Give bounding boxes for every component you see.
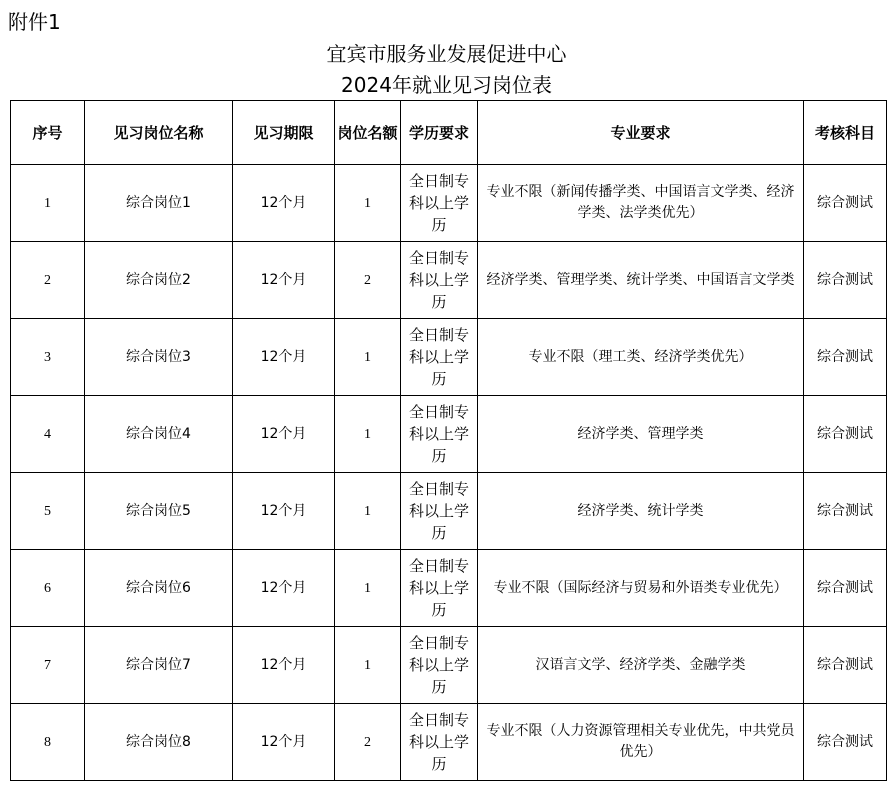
cell-seq: 8 (11, 704, 85, 781)
header-major: 专业要求 (478, 101, 804, 165)
cell-seq: 1 (11, 165, 85, 242)
cell-period: 12个月 (233, 473, 335, 550)
cell-major: 经济学类、管理学类 (478, 396, 804, 473)
cell-position-name: 综合岗位5 (85, 473, 233, 550)
cell-quota: 2 (335, 704, 401, 781)
table-row (11, 319, 887, 396)
cell-seq: 4 (11, 396, 85, 473)
cell-education: 全日制专科以上学历 (401, 627, 478, 704)
cell-position-name: 综合岗位8 (85, 704, 233, 781)
cell-exam: 综合测试 (804, 396, 887, 473)
cell-period: 12个月 (233, 319, 335, 396)
header-quota: 岗位名额 (335, 101, 401, 165)
cell-seq: 7 (11, 627, 85, 704)
header-position-name: 见习岗位名称 (85, 101, 233, 165)
cell-quota: 1 (335, 165, 401, 242)
cell-education: 全日制专科以上学历 (401, 165, 478, 242)
cell-quota: 1 (335, 319, 401, 396)
header-exam: 考核科目 (804, 101, 887, 165)
cell-period: 12个月 (233, 627, 335, 704)
cell-major: 专业不限（新闻传播学类、中国语言文学类、经济学类、法学类优先） (478, 165, 804, 242)
cell-exam: 综合测试 (804, 319, 887, 396)
cell-education: 全日制专科以上学历 (401, 242, 478, 319)
attachment-label: 附件1 (8, 10, 61, 34)
cell-major: 汉语言文学、经济学类、金融学类 (478, 627, 804, 704)
cell-quota: 2 (335, 242, 401, 319)
cell-period: 12个月 (233, 396, 335, 473)
cell-quota: 1 (335, 627, 401, 704)
cell-quota: 1 (335, 550, 401, 627)
table-row (11, 242, 887, 319)
header-education: 学历要求 (401, 101, 478, 165)
table-row (11, 165, 887, 242)
cell-major: 专业不限（人力资源管理相关专业优先，中共党员优先） (478, 704, 804, 781)
cell-major: 经济学类、管理学类、统计学类、中国语言文学类 (478, 242, 804, 319)
cell-major: 专业不限（国际经济与贸易和外语类专业优先） (478, 550, 804, 627)
cell-education: 全日制专科以上学历 (401, 550, 478, 627)
cell-period: 12个月 (233, 704, 335, 781)
document-subtitle: 2024年就业见习岗位表 (341, 73, 552, 97)
cell-quota: 1 (335, 396, 401, 473)
cell-education: 全日制专科以上学历 (401, 473, 478, 550)
table-row (11, 473, 887, 550)
table-row (11, 627, 887, 704)
cell-period: 12个月 (233, 165, 335, 242)
table-header-row (11, 101, 887, 165)
cell-position-name: 综合岗位4 (85, 396, 233, 473)
cell-education: 全日制专科以上学历 (401, 704, 478, 781)
cell-period: 12个月 (233, 242, 335, 319)
cell-position-name: 综合岗位3 (85, 319, 233, 396)
cell-position-name: 综合岗位7 (85, 627, 233, 704)
internship-positions-table (10, 100, 887, 781)
cell-exam: 综合测试 (804, 704, 887, 781)
cell-education: 全日制专科以上学历 (401, 319, 478, 396)
cell-exam: 综合测试 (804, 550, 887, 627)
document-title: 宜宾市服务业发展促进中心 (326, 42, 567, 66)
cell-position-name: 综合岗位1 (85, 165, 233, 242)
cell-exam: 综合测试 (804, 627, 887, 704)
cell-position-name: 综合岗位6 (85, 550, 233, 627)
cell-seq: 3 (11, 319, 85, 396)
table-row (11, 550, 887, 627)
table-row (11, 704, 887, 781)
cell-period: 12个月 (233, 550, 335, 627)
cell-exam: 综合测试 (804, 242, 887, 319)
cell-quota: 1 (335, 473, 401, 550)
cell-seq: 5 (11, 473, 85, 550)
cell-education: 全日制专科以上学历 (401, 396, 478, 473)
cell-position-name: 综合岗位2 (85, 242, 233, 319)
header-seq: 序号 (11, 101, 85, 165)
cell-major: 经济学类、统计学类 (478, 473, 804, 550)
cell-exam: 综合测试 (804, 473, 887, 550)
table-row (11, 396, 887, 473)
cell-seq: 2 (11, 242, 85, 319)
cell-major: 专业不限（理工类、经济学类优先） (478, 319, 804, 396)
header-period: 见习期限 (233, 101, 335, 165)
cell-seq: 6 (11, 550, 85, 627)
cell-exam: 综合测试 (804, 165, 887, 242)
